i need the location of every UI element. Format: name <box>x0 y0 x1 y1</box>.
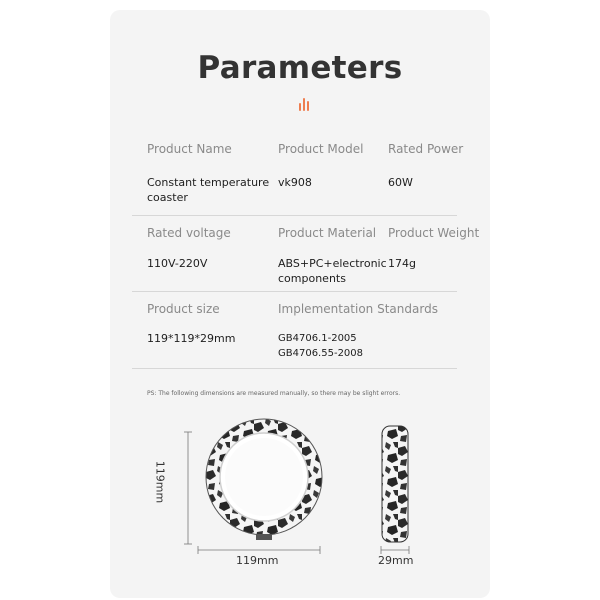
coaster-front-view <box>206 419 322 540</box>
parameters-card <box>110 10 490 598</box>
height-dimension-label: 119mm <box>153 460 167 504</box>
coaster-side-view <box>382 426 408 542</box>
product-material-label: Product Material <box>278 226 377 240</box>
product-model-value: vk908 <box>278 176 312 189</box>
measurement-note: PS: The following dimensions are measured manually, so there may be slight errors. <box>147 390 401 397</box>
product-weight-value: 174g <box>388 257 416 270</box>
rated-power-label: Rated Power <box>388 142 464 156</box>
product-name-label: Product Name <box>147 142 232 156</box>
rated-power-value: 60W <box>388 176 413 189</box>
standard-value: GB4706.1-2005 <box>278 333 357 344</box>
rated-voltage-value: 110V-220V <box>147 257 208 270</box>
standard-value: GB4706.55-2008 <box>278 348 364 359</box>
page-title: Parameters <box>197 50 403 86</box>
product-drawing <box>110 10 490 598</box>
implementation-standards-label: Implementation Standards <box>278 302 438 316</box>
product-weight-label: Product Weight <box>388 226 480 240</box>
product-size-value: 119*119*29mm <box>147 332 236 345</box>
product-material-value: ABS+PC+electronic components <box>278 257 387 285</box>
product-size-label: Product size <box>147 302 220 316</box>
depth-dimension-label: 29mm <box>378 554 414 567</box>
width-dimension-label: 119mm <box>236 554 279 567</box>
product-model-label: Product Model <box>278 142 364 156</box>
product-name-value: Constant temperature coaster <box>147 176 270 204</box>
rated-voltage-label: Rated voltage <box>147 226 231 240</box>
